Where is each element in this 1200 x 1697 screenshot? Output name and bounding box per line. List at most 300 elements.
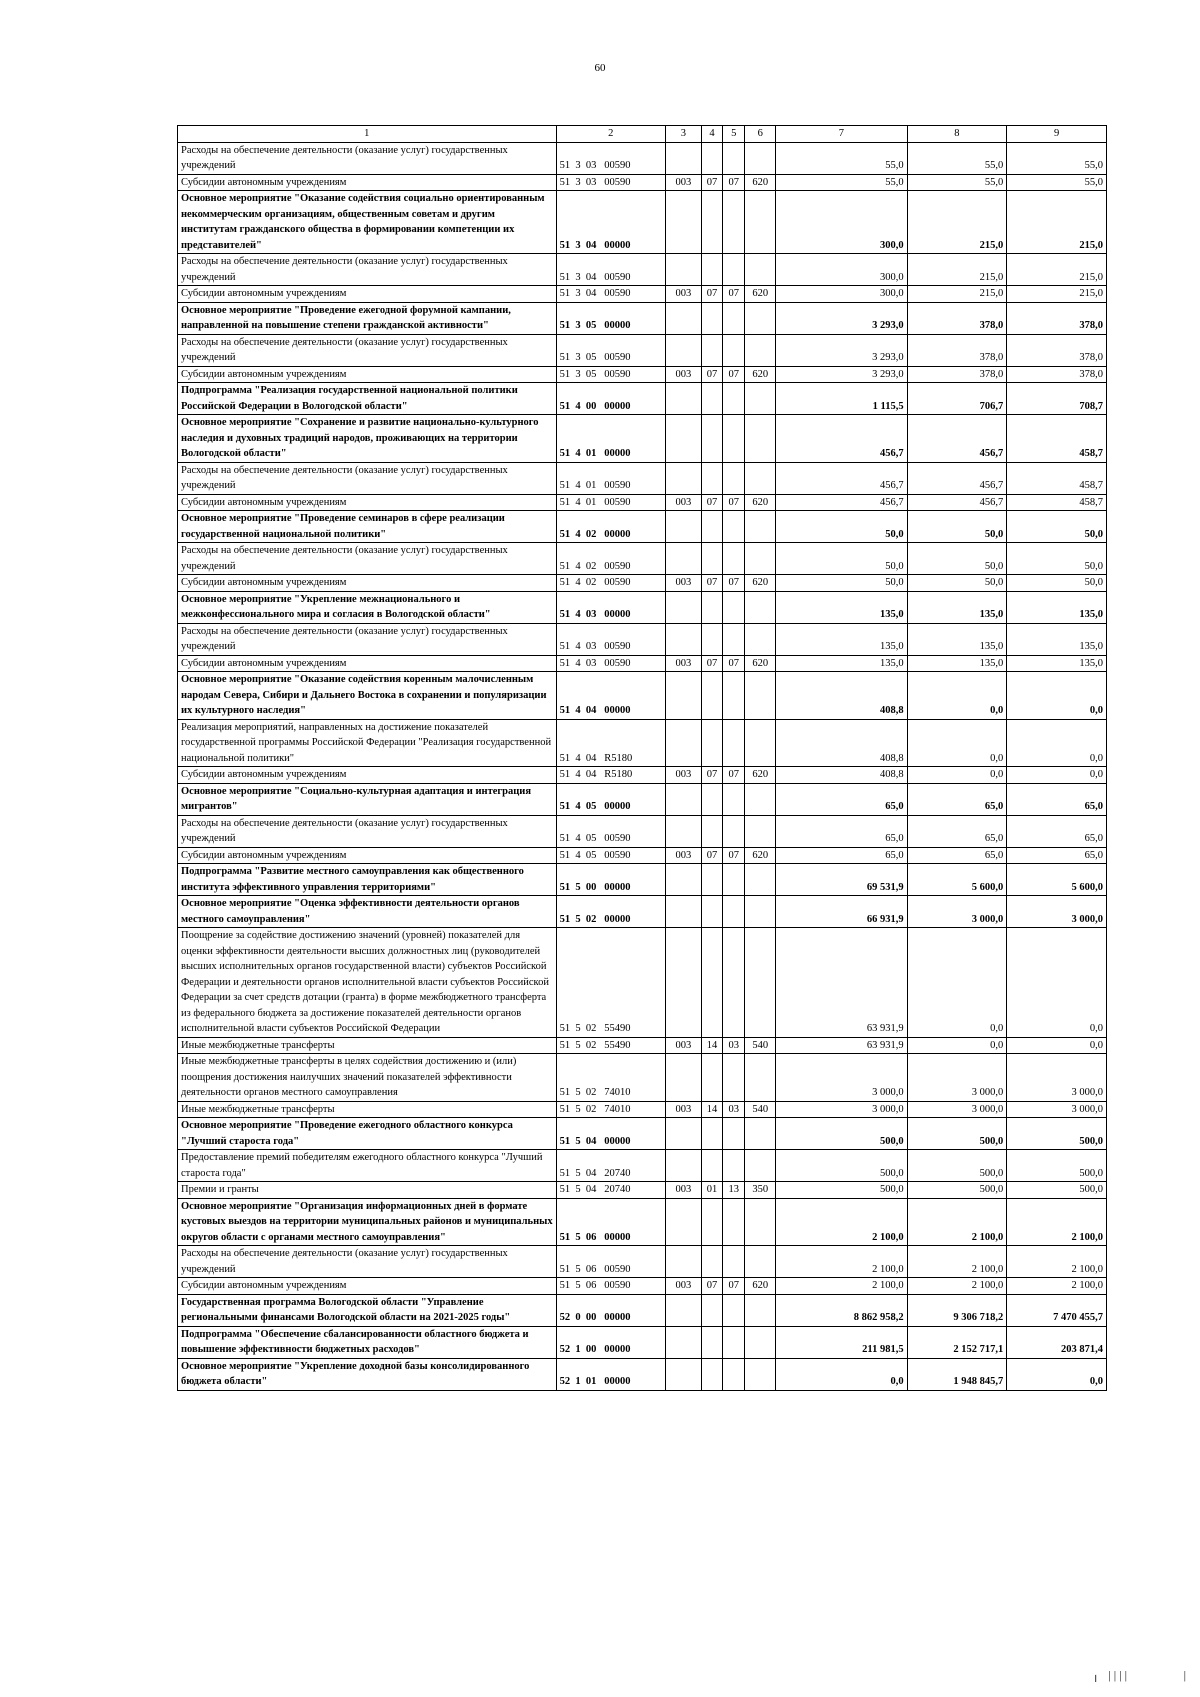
cell-c5 bbox=[723, 864, 745, 896]
cell-c3 bbox=[665, 334, 701, 366]
cell-c4: 07 bbox=[701, 494, 722, 511]
cell-c6 bbox=[745, 928, 776, 1038]
cell-v7: 3 000,0 bbox=[776, 1054, 908, 1102]
cell-v8: 135,0 bbox=[907, 591, 1007, 623]
table-row bbox=[178, 719, 1107, 767]
cell-v7: 3 293,0 bbox=[776, 366, 908, 383]
cell-c4: 14 bbox=[701, 1037, 722, 1054]
cell-c3 bbox=[665, 543, 701, 575]
cell-v9: 2 100,0 bbox=[1007, 1198, 1107, 1246]
cell-c6 bbox=[745, 1246, 776, 1278]
cell-v9: 0,0 bbox=[1007, 1358, 1107, 1390]
table-row bbox=[178, 767, 1107, 784]
cell-v8: 135,0 bbox=[907, 655, 1007, 672]
cell-c4: 07 bbox=[701, 575, 722, 592]
cell-c4 bbox=[701, 928, 722, 1038]
cell-v7: 55,0 bbox=[776, 174, 908, 191]
table-row bbox=[178, 1101, 1107, 1118]
cell-name: Предоставление премий победителям ежегодного областного конкурса "Лучший староста года" bbox=[178, 1150, 557, 1182]
cell-c3 bbox=[665, 1118, 701, 1150]
cell-v8: 3 000,0 bbox=[907, 1101, 1007, 1118]
cell-c5: 03 bbox=[723, 1101, 745, 1118]
cell-v7: 135,0 bbox=[776, 655, 908, 672]
cell-name: Премии и гранты bbox=[178, 1182, 557, 1199]
cell-c5 bbox=[723, 511, 745, 543]
cell-c3 bbox=[665, 672, 701, 720]
table-row bbox=[178, 302, 1107, 334]
cell-c6 bbox=[745, 302, 776, 334]
cell-v8: 135,0 bbox=[907, 623, 1007, 655]
cell-c5 bbox=[723, 896, 745, 928]
cell-c5: 13 bbox=[723, 1182, 745, 1199]
table-row bbox=[178, 1278, 1107, 1295]
cell-c5 bbox=[723, 783, 745, 815]
cell-v8: 215,0 bbox=[907, 254, 1007, 286]
cell-c3 bbox=[665, 462, 701, 494]
cell-name: Расходы на обеспечение деятельности (оказание услуг) государственных учреждений bbox=[178, 623, 557, 655]
cell-code: 51 4 05 00590 bbox=[556, 815, 665, 847]
cell-c6 bbox=[745, 1358, 776, 1390]
cell-v7: 456,7 bbox=[776, 462, 908, 494]
cell-v9: 500,0 bbox=[1007, 1118, 1107, 1150]
cell-c4: 14 bbox=[701, 1101, 722, 1118]
cell-v9: 3 000,0 bbox=[1007, 1101, 1107, 1118]
cell-c5 bbox=[723, 1054, 745, 1102]
cell-c5 bbox=[723, 1150, 745, 1182]
cell-c6 bbox=[745, 254, 776, 286]
col-header: 7 bbox=[776, 126, 908, 143]
cell-code: 51 5 06 00590 bbox=[556, 1246, 665, 1278]
cell-v8: 456,7 bbox=[907, 415, 1007, 463]
table-row bbox=[178, 462, 1107, 494]
cell-v7: 65,0 bbox=[776, 815, 908, 847]
cell-v9: 3 000,0 bbox=[1007, 1054, 1107, 1102]
cell-c6 bbox=[745, 783, 776, 815]
cell-v8: 0,0 bbox=[907, 767, 1007, 784]
table-row bbox=[178, 191, 1107, 254]
cell-c4 bbox=[701, 302, 722, 334]
cell-name: Субсидии автономным учреждениям bbox=[178, 494, 557, 511]
cell-c6 bbox=[745, 864, 776, 896]
cell-v9: 458,7 bbox=[1007, 415, 1107, 463]
cell-c4 bbox=[701, 783, 722, 815]
cell-name: Расходы на обеспечение деятельности (оказание услуг) государственных учреждений bbox=[178, 815, 557, 847]
cell-c3: 003 bbox=[665, 655, 701, 672]
scan-mark: | bbox=[1183, 1668, 1186, 1682]
cell-v9: 50,0 bbox=[1007, 575, 1107, 592]
cell-code: 51 3 05 00590 bbox=[556, 334, 665, 366]
cell-c4: 07 bbox=[701, 847, 722, 864]
cell-c6 bbox=[745, 415, 776, 463]
cell-c4 bbox=[701, 815, 722, 847]
cell-c6: 620 bbox=[745, 1278, 776, 1295]
cell-code: 51 4 03 00590 bbox=[556, 623, 665, 655]
cell-code: 51 4 03 00000 bbox=[556, 591, 665, 623]
cell-v8: 55,0 bbox=[907, 174, 1007, 191]
cell-code: 51 5 02 55490 bbox=[556, 928, 665, 1038]
cell-c5 bbox=[723, 142, 745, 174]
cell-code: 52 0 00 00000 bbox=[556, 1294, 665, 1326]
cell-name: Поощрение за содействие достижению значений (уровней) показателей для оценки эффективности деятельности высших должностных лиц (руководителей высших исполнительных органов государственной власти) субъектов Российской Федерации и деятельности органов исполнительной власти субъектов Российской Федерации за счет средств дотации (гранта) в форме межбюджетного трансферта из федерального бюджета за достижение показателей деятельности органов исполнительной власти субъектов Российской Федерации bbox=[178, 928, 557, 1038]
cell-v7: 456,7 bbox=[776, 494, 908, 511]
cell-name: Субсидии автономным учреждениям bbox=[178, 286, 557, 303]
cell-v9: 203 871,4 bbox=[1007, 1326, 1107, 1358]
cell-v9: 378,0 bbox=[1007, 302, 1107, 334]
cell-c5 bbox=[723, 1326, 745, 1358]
cell-name: Субсидии автономным учреждениям bbox=[178, 575, 557, 592]
cell-v8: 500,0 bbox=[907, 1150, 1007, 1182]
cell-v8: 500,0 bbox=[907, 1182, 1007, 1199]
cell-v8: 0,0 bbox=[907, 719, 1007, 767]
cell-c5 bbox=[723, 415, 745, 463]
cell-c6: 620 bbox=[745, 575, 776, 592]
cell-v7: 1 115,5 bbox=[776, 383, 908, 415]
page-number: 60 bbox=[594, 62, 606, 74]
cell-v7: 69 531,9 bbox=[776, 864, 908, 896]
cell-c6 bbox=[745, 383, 776, 415]
cell-c3 bbox=[665, 719, 701, 767]
cell-v7: 500,0 bbox=[776, 1182, 908, 1199]
cell-c3: 003 bbox=[665, 575, 701, 592]
table-row bbox=[178, 142, 1107, 174]
cell-v8: 0,0 bbox=[907, 672, 1007, 720]
cell-v8: 2 152 717,1 bbox=[907, 1326, 1007, 1358]
cell-v7: 3 293,0 bbox=[776, 302, 908, 334]
cell-c4 bbox=[701, 623, 722, 655]
table-body bbox=[178, 142, 1107, 1390]
cell-v9: 65,0 bbox=[1007, 783, 1107, 815]
cell-v8: 0,0 bbox=[907, 1037, 1007, 1054]
cell-c6: 620 bbox=[745, 847, 776, 864]
cell-v9: 5 600,0 bbox=[1007, 864, 1107, 896]
cell-c5 bbox=[723, 928, 745, 1038]
cell-name: Субсидии автономным учреждениям bbox=[178, 767, 557, 784]
cell-c3 bbox=[665, 623, 701, 655]
table-row bbox=[178, 1150, 1107, 1182]
cell-v7: 135,0 bbox=[776, 591, 908, 623]
table-row bbox=[178, 511, 1107, 543]
cell-name: Расходы на обеспечение деятельности (оказание услуг) государственных учреждений bbox=[178, 254, 557, 286]
cell-c3: 003 bbox=[665, 1037, 701, 1054]
cell-v9: 135,0 bbox=[1007, 623, 1107, 655]
cell-v7: 50,0 bbox=[776, 575, 908, 592]
cell-v8: 456,7 bbox=[907, 462, 1007, 494]
table-row bbox=[178, 334, 1107, 366]
table-row bbox=[178, 1054, 1107, 1102]
cell-c6 bbox=[745, 815, 776, 847]
table-row bbox=[178, 366, 1107, 383]
table-row bbox=[178, 864, 1107, 896]
table-row bbox=[178, 1198, 1107, 1246]
cell-v8: 55,0 bbox=[907, 142, 1007, 174]
cell-v7: 2 100,0 bbox=[776, 1278, 908, 1295]
cell-v7: 500,0 bbox=[776, 1150, 908, 1182]
cell-v7: 50,0 bbox=[776, 511, 908, 543]
cell-c6 bbox=[745, 591, 776, 623]
table-row bbox=[178, 494, 1107, 511]
table-row bbox=[178, 783, 1107, 815]
cell-v9: 458,7 bbox=[1007, 494, 1107, 511]
header-row bbox=[178, 126, 1107, 143]
cell-c6: 620 bbox=[745, 366, 776, 383]
col-header: 6 bbox=[745, 126, 776, 143]
cell-name: Расходы на обеспечение деятельности (оказание услуг) государственных учреждений bbox=[178, 462, 557, 494]
cell-c4: 07 bbox=[701, 174, 722, 191]
cell-c6 bbox=[745, 896, 776, 928]
cell-c6 bbox=[745, 462, 776, 494]
cell-code: 51 4 00 00000 bbox=[556, 383, 665, 415]
cell-c4 bbox=[701, 142, 722, 174]
cell-name: Основное мероприятие "Проведение ежегодного областного конкурса "Лучший староста года" bbox=[178, 1118, 557, 1150]
cell-code: 51 4 05 00590 bbox=[556, 847, 665, 864]
cell-v8: 3 000,0 bbox=[907, 896, 1007, 928]
scan-mark: ╷ |||| bbox=[1092, 1668, 1130, 1682]
cell-c4 bbox=[701, 896, 722, 928]
cell-name: Расходы на обеспечение деятельности (оказание услуг) государственных учреждений bbox=[178, 543, 557, 575]
cell-v9: 65,0 bbox=[1007, 847, 1107, 864]
cell-code: 51 3 04 00590 bbox=[556, 254, 665, 286]
cell-v8: 2 100,0 bbox=[907, 1278, 1007, 1295]
cell-c5: 07 bbox=[723, 286, 745, 303]
cell-c4 bbox=[701, 591, 722, 623]
cell-name: Субсидии автономным учреждениям bbox=[178, 1278, 557, 1295]
cell-c5 bbox=[723, 1198, 745, 1246]
cell-v8: 0,0 bbox=[907, 928, 1007, 1038]
table-row bbox=[178, 1246, 1107, 1278]
cell-c5 bbox=[723, 383, 745, 415]
cell-c4 bbox=[701, 1118, 722, 1150]
cell-code: 51 5 00 00000 bbox=[556, 864, 665, 896]
cell-v8: 215,0 bbox=[907, 191, 1007, 254]
cell-code: 51 3 04 00000 bbox=[556, 191, 665, 254]
cell-c3 bbox=[665, 1326, 701, 1358]
cell-c6: 620 bbox=[745, 655, 776, 672]
table-row bbox=[178, 672, 1107, 720]
table-row bbox=[178, 928, 1107, 1038]
table-row bbox=[178, 254, 1107, 286]
cell-v8: 456,7 bbox=[907, 494, 1007, 511]
cell-name: Расходы на обеспечение деятельности (оказание услуг) государственных учреждений bbox=[178, 142, 557, 174]
cell-c5: 07 bbox=[723, 767, 745, 784]
cell-v9: 0,0 bbox=[1007, 928, 1107, 1038]
cell-v7: 211 981,5 bbox=[776, 1326, 908, 1358]
cell-c5 bbox=[723, 191, 745, 254]
cell-c3: 003 bbox=[665, 1182, 701, 1199]
cell-c5 bbox=[723, 1294, 745, 1326]
cell-c3 bbox=[665, 142, 701, 174]
cell-v8: 9 306 718,2 bbox=[907, 1294, 1007, 1326]
cell-c6: 620 bbox=[745, 174, 776, 191]
table-row bbox=[178, 896, 1107, 928]
cell-c5: 07 bbox=[723, 174, 745, 191]
cell-v7: 408,8 bbox=[776, 767, 908, 784]
cell-v7: 300,0 bbox=[776, 286, 908, 303]
cell-name: Государственная программа Вологодской области "Управление региональными финансами Вологодской области на 2021-2025 годы" bbox=[178, 1294, 557, 1326]
col-header: 4 bbox=[701, 126, 722, 143]
table-row bbox=[178, 655, 1107, 672]
cell-c5 bbox=[723, 1358, 745, 1390]
cell-c4 bbox=[701, 1294, 722, 1326]
cell-c6 bbox=[745, 1150, 776, 1182]
cell-c5: 07 bbox=[723, 575, 745, 592]
cell-v8: 378,0 bbox=[907, 334, 1007, 366]
cell-v8: 3 000,0 bbox=[907, 1054, 1007, 1102]
col-header: 2 bbox=[556, 126, 665, 143]
cell-name: Основное мероприятие "Сохранение и развитие национально-культурного наследия и духовных традиций народов, проживающих на территории Вологодской области" bbox=[178, 415, 557, 463]
cell-name: Основное мероприятие "Укрепление доходной базы консолидированного бюджета области" bbox=[178, 1358, 557, 1390]
cell-c6: 350 bbox=[745, 1182, 776, 1199]
cell-v9: 0,0 bbox=[1007, 719, 1107, 767]
cell-v9: 55,0 bbox=[1007, 142, 1107, 174]
col-header: 3 bbox=[665, 126, 701, 143]
cell-c4 bbox=[701, 462, 722, 494]
cell-c5 bbox=[723, 1246, 745, 1278]
cell-c6: 540 bbox=[745, 1037, 776, 1054]
table-row bbox=[178, 847, 1107, 864]
cell-v9: 0,0 bbox=[1007, 672, 1107, 720]
cell-code: 51 5 02 55490 bbox=[556, 1037, 665, 1054]
cell-c4: 07 bbox=[701, 286, 722, 303]
cell-c6 bbox=[745, 1198, 776, 1246]
cell-name: Основное мероприятие "Оказание содействия коренным малочисленным народам Севера, Сибири и Дальнего Востока в сохранении и популяризации их культурного наследия" bbox=[178, 672, 557, 720]
cell-v7: 135,0 bbox=[776, 623, 908, 655]
cell-c3 bbox=[665, 1294, 701, 1326]
table-row bbox=[178, 1118, 1107, 1150]
cell-c5 bbox=[723, 1118, 745, 1150]
cell-c4: 07 bbox=[701, 366, 722, 383]
cell-v9: 50,0 bbox=[1007, 511, 1107, 543]
cell-name: Субсидии автономным учреждениям bbox=[178, 366, 557, 383]
cell-c4 bbox=[701, 415, 722, 463]
cell-c3 bbox=[665, 928, 701, 1038]
cell-c4 bbox=[701, 1246, 722, 1278]
cell-v7: 3 293,0 bbox=[776, 334, 908, 366]
cell-c6 bbox=[745, 623, 776, 655]
cell-code: 51 4 04 R5180 bbox=[556, 719, 665, 767]
cell-v8: 65,0 bbox=[907, 847, 1007, 864]
cell-v9: 50,0 bbox=[1007, 543, 1107, 575]
cell-v9: 378,0 bbox=[1007, 366, 1107, 383]
table-row bbox=[178, 415, 1107, 463]
col-header: 1 bbox=[178, 126, 557, 143]
budget-table bbox=[177, 125, 1107, 1391]
cell-c4 bbox=[701, 254, 722, 286]
cell-code: 51 3 05 00590 bbox=[556, 366, 665, 383]
cell-name: Основное мероприятие "Организация информационных дней в формате кустовых выездов на территории муниципальных районов и муниципальных округов области с органами местного самоуправления" bbox=[178, 1198, 557, 1246]
cell-c4 bbox=[701, 334, 722, 366]
cell-code: 51 3 05 00000 bbox=[556, 302, 665, 334]
cell-v8: 378,0 bbox=[907, 366, 1007, 383]
cell-c5 bbox=[723, 302, 745, 334]
cell-c4 bbox=[701, 543, 722, 575]
cell-c5 bbox=[723, 462, 745, 494]
cell-v7: 2 100,0 bbox=[776, 1198, 908, 1246]
cell-c3: 003 bbox=[665, 366, 701, 383]
cell-name: Расходы на обеспечение деятельности (оказание услуг) государственных учреждений bbox=[178, 1246, 557, 1278]
cell-code: 51 4 01 00590 bbox=[556, 494, 665, 511]
table-row bbox=[178, 591, 1107, 623]
cell-v9: 215,0 bbox=[1007, 286, 1107, 303]
cell-c3 bbox=[665, 191, 701, 254]
cell-c4 bbox=[701, 1326, 722, 1358]
cell-v9: 2 100,0 bbox=[1007, 1278, 1107, 1295]
table-row bbox=[178, 623, 1107, 655]
cell-v8: 50,0 bbox=[907, 511, 1007, 543]
table-row bbox=[178, 1326, 1107, 1358]
cell-name: Подпрограмма "Реализация государственной национальной политики Российской Федерации в Вологодской области" bbox=[178, 383, 557, 415]
cell-v7: 55,0 bbox=[776, 142, 908, 174]
cell-code: 51 5 02 00000 bbox=[556, 896, 665, 928]
cell-code: 51 4 04 00000 bbox=[556, 672, 665, 720]
cell-code: 52 1 01 00000 bbox=[556, 1358, 665, 1390]
cell-v9: 65,0 bbox=[1007, 815, 1107, 847]
cell-name: Основное мероприятие "Социально-культурная адаптация и интеграция мигрантов" bbox=[178, 783, 557, 815]
cell-c4 bbox=[701, 383, 722, 415]
table-row bbox=[178, 286, 1107, 303]
cell-c6 bbox=[745, 511, 776, 543]
cell-c5: 07 bbox=[723, 1278, 745, 1295]
cell-c5 bbox=[723, 543, 745, 575]
cell-name: Иные межбюджетные трансферты bbox=[178, 1037, 557, 1054]
table-row bbox=[178, 174, 1107, 191]
cell-name: Основное мероприятие "Проведение ежегодной форумной кампании, направленной на повышение степени гражданской активности" bbox=[178, 302, 557, 334]
cell-v7: 0,0 bbox=[776, 1358, 908, 1390]
cell-c3: 003 bbox=[665, 174, 701, 191]
cell-c3: 003 bbox=[665, 1101, 701, 1118]
cell-c4 bbox=[701, 191, 722, 254]
cell-v7: 63 931,9 bbox=[776, 928, 908, 1038]
cell-c3: 003 bbox=[665, 286, 701, 303]
cell-v9: 55,0 bbox=[1007, 174, 1107, 191]
cell-v7: 63 931,9 bbox=[776, 1037, 908, 1054]
cell-code: 51 5 06 00590 bbox=[556, 1278, 665, 1295]
cell-name: Субсидии автономным учреждениям bbox=[178, 174, 557, 191]
cell-v8: 706,7 bbox=[907, 383, 1007, 415]
cell-name: Основное мероприятие "Оценка эффективности деятельности органов местного самоуправления" bbox=[178, 896, 557, 928]
table-row bbox=[178, 575, 1107, 592]
cell-c4 bbox=[701, 1150, 722, 1182]
cell-c3 bbox=[665, 1054, 701, 1102]
cell-c3 bbox=[665, 383, 701, 415]
cell-v9: 215,0 bbox=[1007, 191, 1107, 254]
cell-v7: 456,7 bbox=[776, 415, 908, 463]
cell-c3 bbox=[665, 591, 701, 623]
cell-c5: 07 bbox=[723, 494, 745, 511]
cell-v9: 135,0 bbox=[1007, 591, 1107, 623]
cell-name: Расходы на обеспечение деятельности (оказание услуг) государственных учреждений bbox=[178, 334, 557, 366]
cell-v7: 8 862 958,2 bbox=[776, 1294, 908, 1326]
cell-v9: 135,0 bbox=[1007, 655, 1107, 672]
cell-code: 51 4 03 00590 bbox=[556, 655, 665, 672]
col-header: 8 bbox=[907, 126, 1007, 143]
cell-v9: 3 000,0 bbox=[1007, 896, 1107, 928]
table-row bbox=[178, 1294, 1107, 1326]
cell-name: Реализация мероприятий, направленных на достижение показателей государственной программы Российской Федерации "Реализация государственной национальной политики" bbox=[178, 719, 557, 767]
cell-code: 51 3 03 00590 bbox=[556, 142, 665, 174]
cell-v8: 1 948 845,7 bbox=[907, 1358, 1007, 1390]
cell-c6: 620 bbox=[745, 494, 776, 511]
cell-code: 51 4 02 00590 bbox=[556, 575, 665, 592]
cell-c3: 003 bbox=[665, 494, 701, 511]
cell-c6 bbox=[745, 1054, 776, 1102]
cell-c5 bbox=[723, 591, 745, 623]
cell-c3 bbox=[665, 511, 701, 543]
cell-code: 51 4 02 00000 bbox=[556, 511, 665, 543]
cell-code: 51 3 04 00590 bbox=[556, 286, 665, 303]
cell-v9: 500,0 bbox=[1007, 1182, 1107, 1199]
cell-c6 bbox=[745, 191, 776, 254]
cell-v8: 65,0 bbox=[907, 783, 1007, 815]
